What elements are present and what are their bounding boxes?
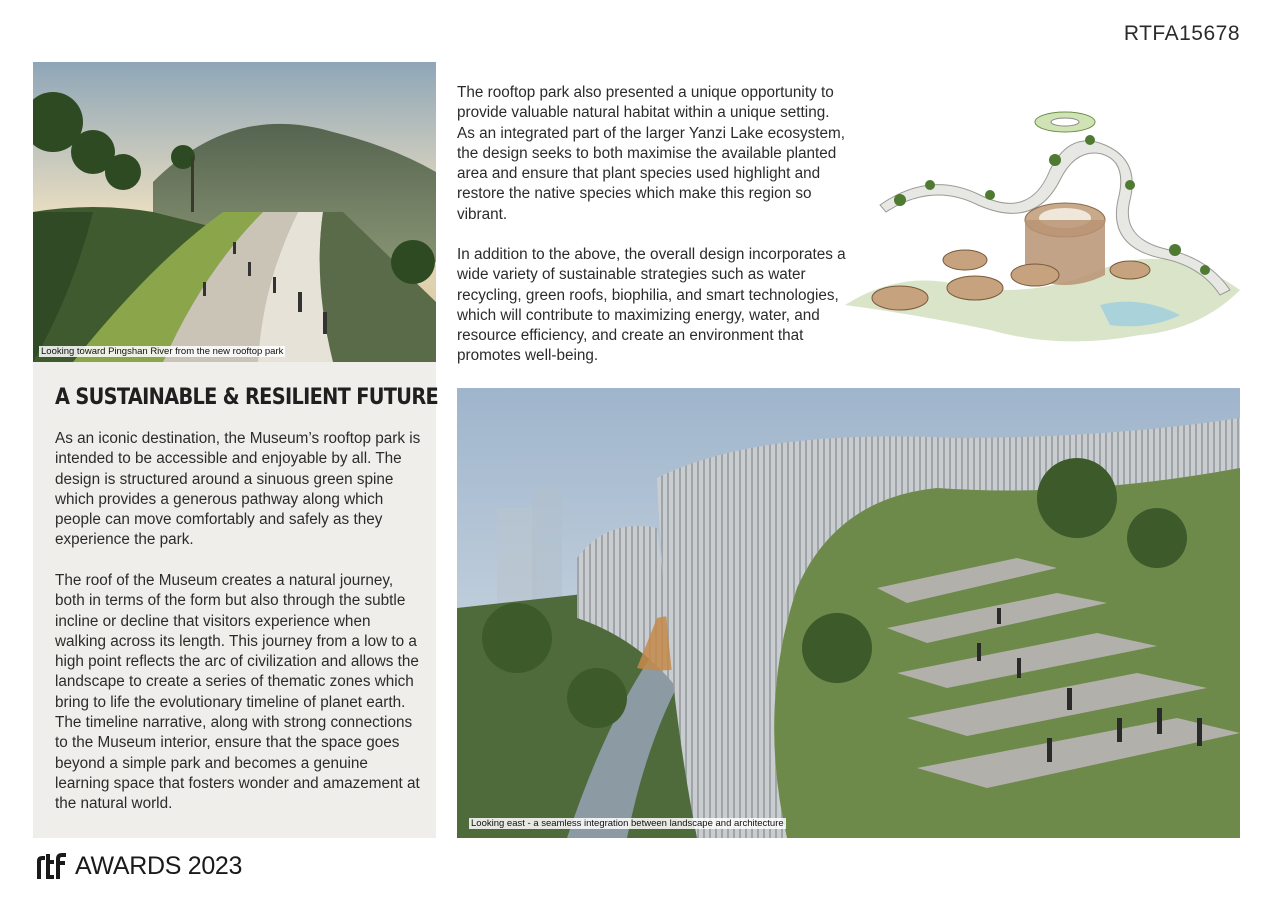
rtf-awards-logo [35, 850, 242, 882]
axonometric-illustration [840, 100, 1245, 358]
museum-terrace-illustration [457, 388, 1240, 838]
body-paragraph: The rooftop park also presented a unique opportunity to provide valuable natural habitat within a unique setting. As an integrated part of the larger Yanzi Lake ecosystem, the design seeks to both maximise the available planted area and ensure that plant species used highlight and restore the native species which make this region so vibrant. [457, 84, 846, 223]
rooftop-park-photo [33, 62, 436, 362]
photo-caption: Looking toward Pingshan River from the new rooftop park [41, 346, 284, 357]
museum-terrace-photo [457, 388, 1240, 838]
exploded-axonometric-diagram [840, 100, 1245, 358]
rtf-logo-icon [35, 851, 69, 881]
section-heading: A SUSTAINABLE & RESILIENT FUTURE [55, 384, 439, 410]
panel-paragraph: As an iconic destination, the Museum’s rooftop park is intended to be accessible and enjoyable by all. The design is structured around a sinuous green spine which provides a generous pathway along which people can move comfortably and safely as they experience the park. [55, 430, 421, 549]
awards-logo-text: AWARDS 2023 [75, 851, 243, 880]
body-paragraph: In addition to the above, the overall design incorporates a wide variety of sustainable strategies such as water recycling, green roofs, biophilia, and smart technologies, which will contribute to maximizing energy, water, and resource efficiency, and create an environment that promotes well-being. [457, 246, 846, 365]
panel-paragraph: The roof of the Museum creates a natural journey, both in terms of the form but also through the subtle incline or decline that visitors experience when walking across its length. This journey from a low to a high point reflects the arc of civilization and allows the landscape to create a series of thematic zones which bring to life the evolutionary timeline of planet earth. The timeline narrative, along with strong connections to the Museum interior, ensure that the space goes beyond a simple park and becomes a genuine learning space that fosters wonder and amazement at the natural world. [55, 572, 420, 813]
sustainability-panel [33, 362, 439, 838]
rooftop-park-illustration [33, 62, 436, 362]
photo-caption: Looking east - a seamless integration between landscape and architecture [471, 818, 784, 829]
reference-id: RTFA15678 [1123, 22, 1240, 45]
